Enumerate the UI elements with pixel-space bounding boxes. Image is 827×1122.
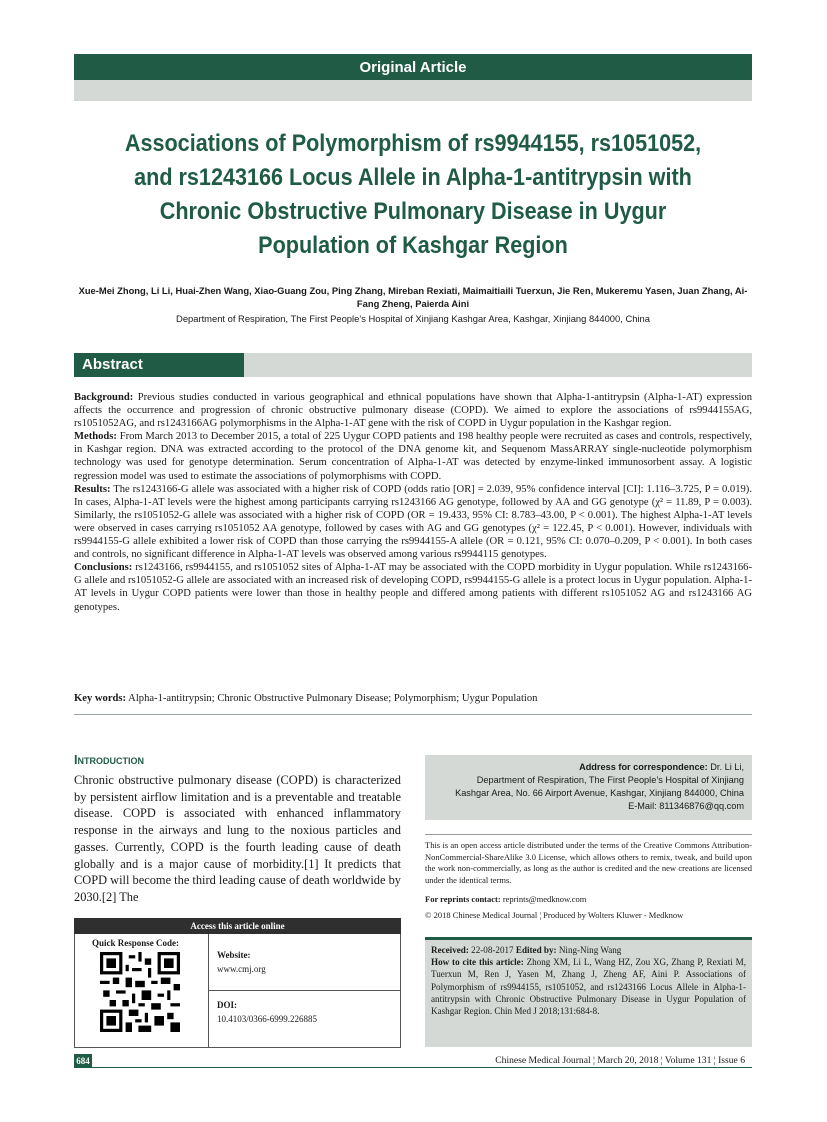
abstract-methods: Methods: From March 2013 to December 2015, a total of 225 Uygur COPD patients and 198 healthy people were recruited as cases and controls, respectively, in Kashgar region. DNA was extracted according to the protocol of the DNA genome kit, and Sequenom MassARRAY single-nucleotide polymorphism technology was used for genotype determination. Serum concentration of Alpha-1-AT was detected by enzyme-linked immunosorbent assay. A logistic regression model was used to estimate the associations of polymorphisms with COPD. — [74, 431, 752, 482]
citation-box — [425, 937, 752, 1047]
divider — [74, 714, 752, 715]
page-number: 684 — [74, 1054, 92, 1068]
banner-underbar — [74, 80, 752, 101]
affiliation: Department of Respiration, The First People’s Hospital of Xinjiang Kashgar Area, Kashgar, Xinjiang 844000, China — [176, 313, 650, 324]
doi-link[interactable]: 10.4103/0366-6999.226885 — [217, 1014, 317, 1024]
website-link[interactable]: www.cmj.org — [217, 964, 266, 974]
article-title: Associations of Polymorphism of rs9944155, rs1051052, and rs1243166 Locus Allele in Alpha-1-antitrypsin with Chronic Obstructive Pulmonary Disease in Uygur Population of Kashgar Region — [124, 130, 702, 259]
access-online-heading: Access this article online — [74, 918, 401, 934]
abstract-results: Results: The rs1243166-G allele was associated with a higher risk of COPD (odds ratio [OR] = 2.039, 95% confidence interval [CI]: 1.116–3.725, P = 0.019). In cases, Alpha-1-AT levels were the highest among participants carrying rs1243166 AG genotype, followed by AA and GG genotype (χ² = 11.89, P = 0.003). Similarly, the rs1051052-G allele was associated with a higher risk of COPD (OR = 19.433, 95% CI: 8.783–43.00, P < 0.001). The highest Alpha-1-AT levels were observed in cases carrying rs1051052 AA genotype, followed by cases with AG and GG genotypes (χ² = 122.45, P < 0.001). However, individuals with rs9944155-G allele exhibited a lower risk of COPD than those carrying the rs9944155-A allele (OR = 0.121, 95% CI: 0.070–0.209, P < 0.001). In both cases and controls, no significant difference in Alpha-1-AT levels was observed among various rs9944115 genotypes. — [74, 483, 752, 561]
introduction-heading: Introduction — [74, 753, 144, 767]
article-type-label: Original Article — [359, 58, 467, 76]
abstract-body — [74, 391, 752, 614]
reprints-contact: For reprints contact: reprints@medknow.com — [425, 894, 587, 904]
footer-rule — [92, 1067, 752, 1068]
correspondence-heading: Address for correspondence: Dr. Li Li, — [579, 762, 744, 772]
abstract-conclusions: Conclusions: rs1243166, rs9944155, and rs1051052 sites of Alpha-1-AT may be associated with the COPD morbidity in Uygur population. While rs1243166-G allele and rs1051052-G allele are associated with an increased risk of developing COPD, rs9944155-G allele is a protect locus in Uygur population. Alpha-1-AT levels in Uygur COPD patients were lower than those in healthy people and differed among patients with different rs1051052 AG and rs1243166 AG genotypes. — [74, 562, 752, 613]
abstract-heading: Abstract — [74, 353, 244, 377]
abstract-background: Background: Previous studies conducted in various geographical and ethnical populations have shown that Alpha-1-antitrypsin (Alpha-1-AT) expression affects the occurrence and progression of chronic obstructive pulmonary disease (COPD). We aimed to explore the associations of rs9944155AG, rs1051052AG, and rs1243166AG polymorphisms in the Alpha-1-AT gene with the risk of COPD in Uygur population in the Kashgar region. — [74, 392, 752, 430]
copyright: © 2018 Chinese Medical Journal ¦ Produced by Wolters Kluwer - Medknow — [425, 910, 684, 920]
correspondence-line1: Department of Respiration, The First People’s Hospital of Xinjiang — [476, 775, 744, 785]
divider — [425, 834, 752, 835]
correspondence-box — [425, 755, 752, 820]
how-to-cite: How to cite this article: Zhong XM, Li L, Wang HZ, Zou XG, Zhang P, Rexiati M, Tuerxun M, Ren J, Yasen M, Zhang J, Zheng AF, Aini P. Associations of Polymorphism of rs9944155, rs1051052, and rs1243166 Locus Allele in Alpha-1-antitrypsin with Chronic Obstructive Pulmonary Disease in Uygur Population of Kashgar Region. Chin Med J 2018;131:684-8. — [431, 957, 746, 1017]
access-divider-vertical — [208, 934, 209, 1048]
keywords: Key words: Alpha-1-antitrypsin; Chronic Obstructive Pulmonary Disease; Polymorphism; Uygur Population — [74, 693, 538, 704]
license-text: This is an open access article distributed under the terms of the Creative Commons Attribution-NonCommercial-ShareAlike 3.0 License, which allows others to remix, tweak, and build upon the work non-commercially, as long as the author is credited and the new creations are licensed under the identical terms. — [425, 840, 752, 885]
qr-code-icon[interactable] — [100, 952, 180, 1032]
received-line: Received: 22-08-2017 Edited by: Ning-Ning Wang — [431, 945, 622, 955]
correspondence-line2: Kashgar Area, No. 66 Airport Avenue, Kashgar, Xinjiang 844000, China — [455, 788, 744, 798]
access-divider-horizontal — [208, 990, 401, 991]
journal-footer: Chinese Medical Journal ¦ March 20, 2018 ¦ Volume 131 ¦ Issue 6 — [495, 1055, 745, 1066]
author-list: Xue-Mei Zhong, Li Li, Huai-Zhen Wang, Xiao-Guang Zou, Ping Zhang, Mireban Rexiati, Maimaitiaili Tuerxun, Jie Ren, Mukeremu Yasen, Juan Zhang, Ai-Fang Zheng, Paierda Aini — [78, 285, 748, 309]
article-type-banner — [74, 54, 752, 80]
introduction-text: Chronic obstructive pulmonary disease (COPD) is characterized by persistent airflow limitation and is a preventable and treatable disease. COPD is associated with enhanced inflammatory response in the airways and lung to the noxious particles and gasses. Currently, COPD is the fourth leading cause of death globally and is a major cause of morbidity.[1] It predicts that COPD will become the third leading cause of death worldwide by 2030.[2] The — [74, 773, 401, 904]
website-label: Website: — [217, 950, 251, 960]
doi-label: DOI: — [217, 1000, 237, 1010]
qr-label: Quick Response Code: — [92, 938, 180, 948]
correspondence-email[interactable]: E-Mail: 811346876@qq.com — [628, 801, 744, 811]
